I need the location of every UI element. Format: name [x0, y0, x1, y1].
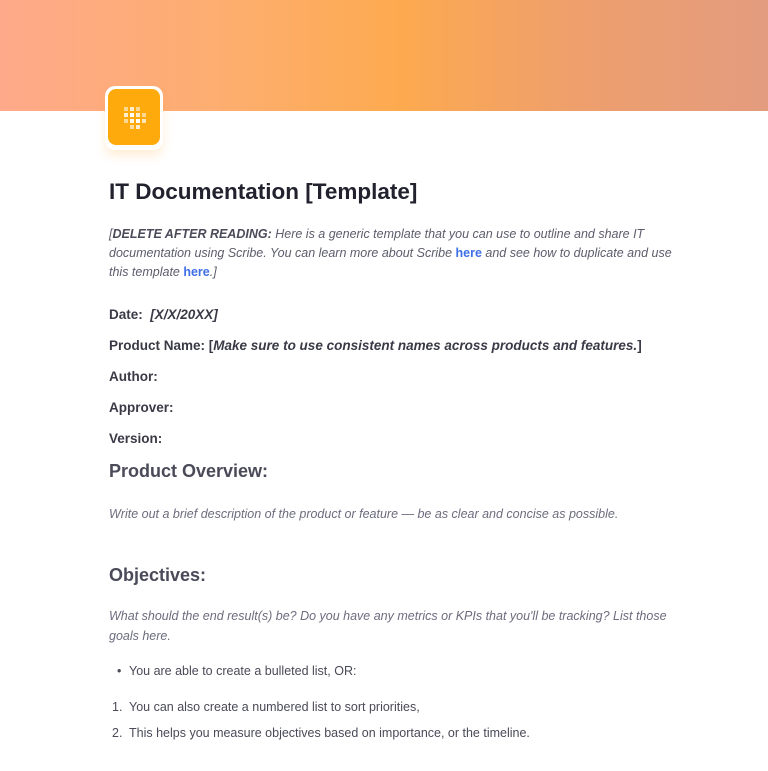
intro-open-bracket: [: [109, 227, 113, 241]
approver-field: Approver:: [109, 400, 174, 415]
date-value: [X/X/20XX]: [150, 307, 218, 322]
scribe-logo-icon: [108, 89, 160, 145]
product-close-bracket: ]: [637, 338, 642, 353]
intro-note: [109, 225, 689, 282]
number-marker: 2.: [112, 726, 123, 740]
product-open-bracket: [: [205, 338, 214, 353]
product-name-label: Product Name:: [109, 338, 206, 353]
objectives-description: What should the end result(s) be? Do you have any metrics or KPIs that you'll be tracking? List those goals here.: [109, 609, 667, 643]
list-item-text: This helps you measure objectives based on importance, or the timeline.: [129, 726, 530, 740]
author-field: Author:: [109, 369, 158, 384]
page-title: IT Documentation [Template]: [109, 179, 418, 204]
duplicate-template-link[interactable]: here: [183, 265, 210, 279]
list-item-text: You are able to create a bulleted list, OR:: [129, 664, 357, 678]
intro-text-3: .]: [209, 265, 217, 279]
bullet-marker: •: [117, 664, 122, 678]
list-item: [109, 699, 689, 725]
intro-bold-lead: DELETE AFTER READING:: [112, 227, 272, 241]
version-field: Version:: [109, 431, 163, 446]
number-marker: 1.: [112, 700, 123, 714]
list-item: [109, 663, 689, 689]
page-icon[interactable]: [105, 86, 163, 150]
product-overview-heading: Product Overview:: [109, 461, 269, 481]
intro-text-1: Here is a generic template that you can use to outline and share IT documentation using Scribe. You can learn more about Scribe: [109, 227, 645, 260]
objectives-numbered-list: [109, 699, 689, 751]
product-name-value: Make sure to use consistent names across products and features.: [213, 338, 638, 353]
date-label: Date:: [109, 307, 143, 322]
product-overview-description: Write out a brief description of the product or feature — be as clear and concise as possible.: [109, 507, 619, 521]
product-name-field: [109, 338, 642, 353]
intro-text-2: and see how to duplicate and use this template: [109, 246, 672, 279]
objectives-bullet-list: [109, 663, 689, 689]
list-item-text: You can also create a numbered list to sort priorities,: [129, 700, 420, 714]
date-field: [109, 307, 218, 322]
objectives-heading: Objectives:: [109, 565, 207, 585]
list-item: [109, 725, 689, 751]
scribe-learn-more-link[interactable]: here: [455, 246, 482, 260]
